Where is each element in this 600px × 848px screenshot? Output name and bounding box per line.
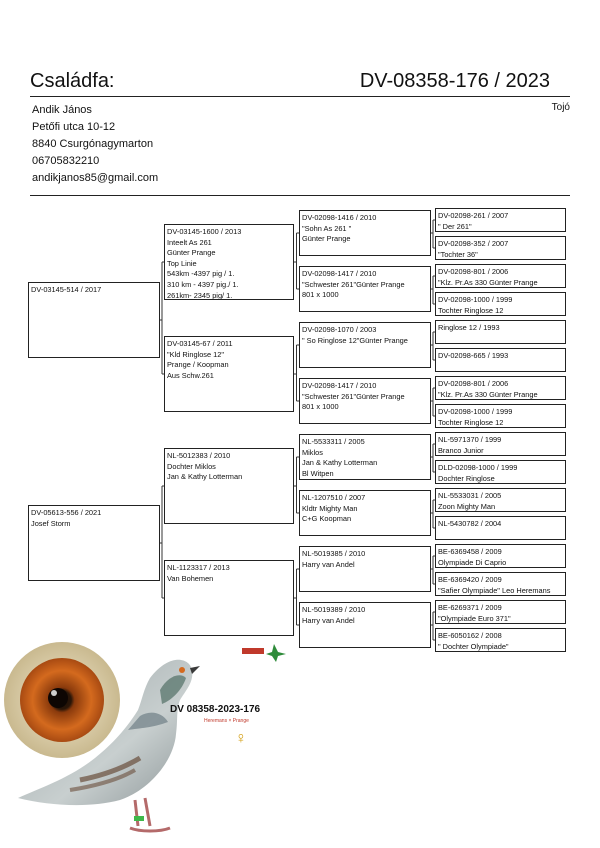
pedigree-line: BE-6369458 / 2009 [438,547,502,556]
pedigree-line: "Kld Ringlose 12" [167,349,225,359]
pedigree-line: Günter Prange [302,234,351,244]
pedigree-line: Jan & Kathy Lotterman [167,472,243,482]
pedigree-line: Dochter Miklos [167,461,216,471]
pedigree-line: Günter Prange [167,248,216,258]
logo-icon [240,642,290,662]
pedigree-line: DV-02098-261 / 2007 [438,211,509,220]
pedigree-box-g2-1 [164,224,294,300]
pedigree-box-g3-7 [299,546,431,592]
pedigree-box-g3-2 [299,266,431,312]
pedigree-box-g1-2 [28,505,160,581]
pedigree-line: "Klz. Pr.As 330 Günter Prange [438,277,538,287]
pedigree-line: NL-5019385 / 2010 [302,549,366,558]
pedigree-line: DV-03145-1600 / 2013 [167,227,242,236]
pedigree-box-g3-5 [299,434,431,480]
pedigree-line: 801 x 1000 [302,402,339,412]
pedigree-line: DLD-02098-1000 / 1999 [438,463,518,472]
pedigree-line: Zoon Mighty Man [438,501,496,511]
pedigree-box-g2-3 [164,448,294,524]
pedigree-box-g3-3 [299,322,431,368]
eye-icon [4,642,120,758]
pedigree-box-g3-6 [299,490,431,536]
pedigree-line: NL-5019389 / 2010 [302,605,366,614]
pedigree-line: Kldtr Mighty Man [302,503,358,513]
pedigree-box-g4-14 [435,572,566,596]
pedigree-line: Tochter Ringlose 12 [438,417,504,427]
pedigree-line: Jan & Kathy Lotterman [302,458,378,468]
pedigree-line: DV-02098-1000 / 1999 [438,407,513,416]
pedigree-line: "Klz. Pr.As 330 Günter Prange [438,389,538,399]
pedigree-line: Inteelt As 261 [167,237,212,247]
pedigree-box-g2-2 [164,336,294,412]
pedigree-line: "Tochter 36" [438,249,478,259]
pedigree-box-g2-4 [164,560,294,636]
pedigree-line: NL-5430782 / 2004 [438,519,502,528]
pedigree-box-g4-2 [435,236,566,260]
pedigree-line: Van Bohemen [167,573,214,583]
pedigree-line: BE-6050162 / 2008 [438,631,502,640]
pedigree-box-g4-15 [435,600,566,624]
pedigree-line: DV-02098-1417 / 2010 [302,269,377,278]
pedigree-line: DV-05613-556 / 2021 [31,508,102,517]
pedigree-line: Aus Schw.261 [167,370,214,380]
pedigree-line: DV-02098-665 / 1993 [438,351,509,360]
owner-city: 8840 Csurgónagymarton [32,138,154,150]
pedigree-line: Josef Storm [31,518,71,528]
sex-label: Tojó [551,102,570,113]
pedigree-box-g3-1 [299,210,431,256]
owner-street: Petőfi utca 10-12 [32,121,116,133]
pedigree-box-g3-4 [299,378,431,424]
pedigree-line: " So Ringlose 12"Günter Prange [302,335,408,345]
pedigree-box-g4-8 [435,404,566,428]
page-title: Családfa: [30,70,115,92]
pedigree-line: Ringlose 12 / 1993 [438,323,500,332]
pedigree-line: BE-6369420 / 2009 [438,575,502,584]
pedigree-line: DV-02098-1417 / 2010 [302,381,377,390]
pedigree-line: NL-5971370 / 1999 [438,435,502,444]
female-symbol-icon: ♀ [235,730,247,747]
pedigree-line: "Schwester 261"Günter Prange [302,279,405,289]
owner-name: Andik János [32,104,92,116]
pedigree-line: Dochter Ringlose [438,473,495,483]
pedigree-line: DV-02098-1000 / 1999 [438,295,513,304]
pedigree-line: Harry van Andel [302,559,355,569]
pedigree-box-g4-7 [435,376,566,400]
pedigree-line: " Dochter Olympiade" [438,641,509,651]
pedigree-box-g1-1 [28,282,160,358]
pedigree-line: DV-03145-514 / 2017 [31,285,102,294]
pedigree-line: 261km- 2345 pig/ 1. [167,290,233,300]
breeder-logo [240,642,290,667]
owner-email: andikjanos85@gmail.com [32,172,159,184]
pedigree-line: NL-5533031 / 2005 [438,491,502,500]
pedigree-line: "Schwester 261"Günter Prange [302,391,405,401]
pedigree-line: DV-03145-67 / 2011 [167,339,233,348]
pedigree-line: DV-02098-801 / 2006 [438,267,509,276]
pedigree-box-g4-9 [435,432,566,456]
pedigree-line: Prange / Koopman [167,360,229,370]
pedigree-line: Tochter Ringlose 12 [438,305,504,315]
pedigree-line: Miklos [302,447,323,457]
pedigree-box-g4-13 [435,544,566,568]
owner-phone: 06705832210 [32,155,100,167]
pedigree-line: DV-02098-1070 / 2003 [302,325,377,334]
pedigree-line: 310 km - 4397 pig./ 1. [167,279,239,289]
photo-subtitle: Heremans × Prange [204,718,249,724]
pedigree-line: Bl Witpen [302,468,334,478]
pedigree-box-g4-4 [435,292,566,316]
pedigree-box-g4-10 [435,460,566,484]
ring-number: DV-08358-176 / 2023 [359,70,550,92]
pedigree-box-g4-6 [435,348,566,372]
pedigree-line: C+G Koopman [302,514,352,524]
pedigree-line: DV-02098-352 / 2007 [438,239,509,248]
pedigree-box-g4-1 [435,208,566,232]
pedigree-line: NL-5012383 / 2010 [167,451,231,460]
pedigree-box-g4-11 [435,488,566,512]
photo-ring-number: DV 08358-2023-176 [170,704,261,715]
pedigree-line: Branco Junior [438,445,484,455]
pedigree-line: Olympiade Di Caprio [438,557,507,567]
pedigree-line: "Sohn As 261 " [302,223,352,233]
pedigree-line: Harry van Andel [302,615,355,625]
pedigree-line: 543km -4397 pig / 1. [167,269,235,279]
pedigree-line: DV-02098-801 / 2006 [438,379,509,388]
pedigree-line: DV-02098-1416 / 2010 [302,213,377,222]
pedigree-box-g4-5 [435,320,566,344]
pedigree-line: Top Linie [167,258,197,268]
pedigree-line: BE-6269371 / 2009 [438,603,502,612]
pedigree-box-g4-16 [435,628,566,652]
pedigree-line: NL-1207510 / 2007 [302,493,366,502]
pedigree-line: NL-5533311 / 2005 [302,437,365,446]
pedigree-line: NL-1123317 / 2013 [167,563,230,572]
pedigree-line: " Der 261" [438,221,472,231]
pedigree-line: "Safier Olympiade" Leo Heremans [438,585,551,595]
pedigree-box-g4-12 [435,516,566,540]
pedigree-line: 801 x 1000 [302,290,339,300]
pedigree-line: "Olympiade Euro 371" [438,613,511,623]
pedigree-box-g4-3 [435,264,566,288]
